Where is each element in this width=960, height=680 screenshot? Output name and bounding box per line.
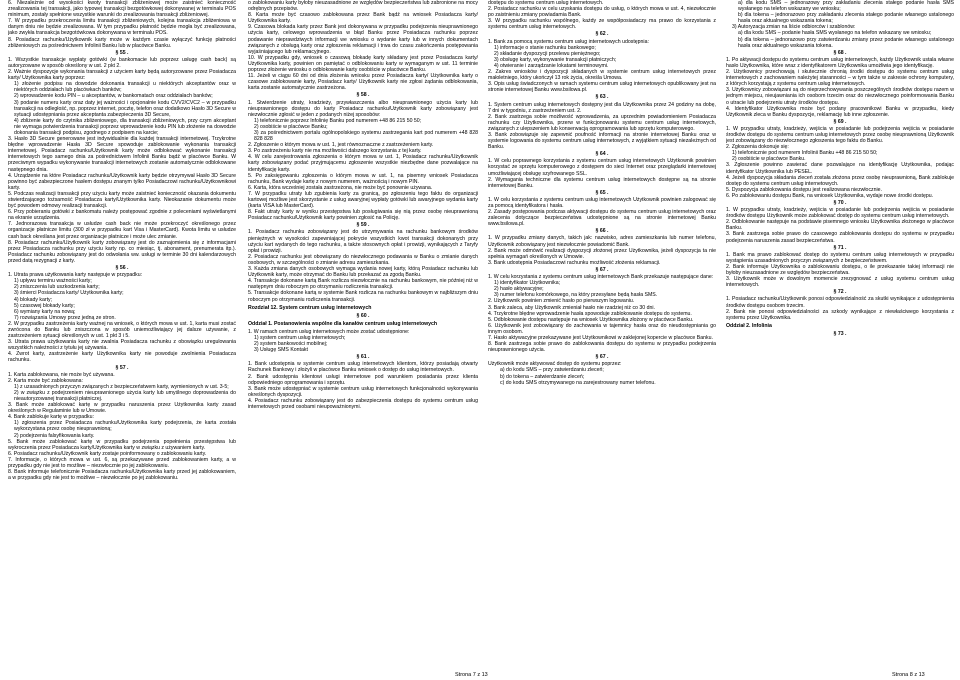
list-item: 4) zbliżenie karty do czytnika zbliżeniowego, dla transakcji zbliżeniowych, przy czym akceptant nie wymaga potwierdzenia transakcji poprzez wprowadzenie kodu PIN lub złożenie na dowodzie dokonania transakcji podpisu, zgodnego z podpisem na karcie; [14, 117, 236, 136]
paragraph-text: 2. Karta może być zablokowana: [8, 377, 83, 384]
paragraph-text: 2. Posiadacz rachunku jest obowiązany do niezwłocznego podawania w Banku o zmianie danych osobowych, w szczególności o zmianie adresu zamieszkania. [248, 253, 478, 266]
paragraph-text: 6. Niezależnie od wysokości kwoty transakcji zbliżeniowej może zaistnieć konieczność zrealizowania tej transakcji, jako typowej transakcji bezgotówkowej dokonywanej w terminalu POS minimum, zostały spełnione wszystkie warunki do zrealizowania transakcji zbliżeniowej. [8, 0, 236, 19]
sub-list-item: b) do tokena – zatwierdzanie zleceń; [500, 373, 585, 380]
paragraph-number: § 64 . [595, 151, 609, 158]
section-heading: Oddział 1. Postanowienia wspólne dla kanałów centrum usług internetowych [248, 320, 438, 327]
paragraph-text: 7. W przypadku utraty lub zgubienia karty za granicą, po zgłoszeniu tego faktu do organizacji kartowej możliwe jest skorzystanie z usług awaryjnej wypłaty gotówki lub awaryjnego wydania karty (karta VISA lub MasterCard). [248, 190, 478, 210]
paragraph-text: 1. W celu korzystania z systemu centrum usług internetowych Użytkownik powinien zalogować się za pomocą identyfikatora i hasła. [488, 196, 716, 209]
paragraph-number: § 67 . [595, 266, 609, 273]
section-heading: Oddział 2. Infolinia [726, 322, 772, 329]
paragraph-number: § 63 . [595, 94, 609, 101]
paragraph-number: § 55 . [115, 49, 129, 56]
paragraph-text: 6. Posiadacz rachunku/Użytkownik karty zostaje poinformowany o zablokowaniu karty. [8, 450, 207, 457]
paragraph-text: 6. Użytkownik jest zobowiązany do zachowania w tajemnicy hasła oraz do nieudostępniania go innym osobom. [488, 322, 716, 335]
paragraph-text: 3. Bank może udostępniać w systemie centrum usług internetowych funkcjonalności wykonywania określonych dyspozycji. [248, 385, 478, 398]
list-item: 3) Autoryzacja zmian na liście odbiorców i szablonów: [732, 24, 856, 31]
paragraph-text: 3. W przypadku rachunku wspólnego, każdy ze współposiadaczy ma prawo do korzystania z systemu centrum usług internetowych. [488, 18, 716, 31]
paragraph-text: 4. Zwrot karty, zastrzeżenie karty Użytkownika karty nie powoduje zwolnienia Posiadacza rachunku. [8, 351, 236, 364]
list-item: 2) osobiście w placówce Banku. [732, 156, 806, 163]
paragraph-text: 1. Karta zablokowana, nie może być używana. [8, 371, 115, 378]
sub-list-item: a) dla kodu SMS – jednorazowy przy zakładaniu zlecenia stałego podanie hasła SMS wysłanego na telefon wskazany we wniosku; [738, 0, 954, 13]
paragraph-text: 1. W celu poprawnego korzystania z systemu centrum usług internetowych Użytkownik powinien korzystać ze sprzętu komputerowego z dostępem do sieci Internet oraz przeglądarki internetowej umożliwiającej obsługę szyfrowanego SSL. [488, 158, 716, 177]
paragraph-text: 3. Hasło 3D Secure generowane jest indywidualnie dla każdej transakcji internetowej. Trzykrotne błędne wprowadzenie Hasła 3D Secure spowoduje zablokowanie wykonania transakcji internetowej. Posiadacz rachunku/Użytkownik karty może odblokować wykonanie transakcji internetowych tego samego dnia za pośrednictwem Infolinii Banku bądź w placówce Banku. W przeciwnym wypadku wykonywanie transakcji internetowych zostanie automatycznie odblokowane następnego dnia. [8, 136, 236, 173]
paragraph-text: 5. Podczas realizacji transakcji przy użyciu karty może zaistnieć konieczność okazania dokumentu stwierdzającego tożsamość Posiadacza karty/Użytkownika karty. Nieokazanie dokumentu może być powodem odmowy realizacji transakcji. [8, 190, 236, 210]
paragraph-text: 2. Zasady postępowania podczas aktywacji dostępu do systemu centrum usług internetowych oraz zalecenia dotyczące bezpieczeństwa udostępnione są na stronie internetowej Banku www.bsilowa.pl. [488, 209, 716, 228]
paragraph-number: § 57 . [115, 364, 129, 371]
paragraph-text: 1. Bank za pomocą systemu centrum usług internetowych udostępnia: [488, 38, 649, 45]
list-item: 6) wymiany karty na nową; [14, 308, 76, 315]
paragraph-text: 1. Posiadacz rachunku zobowiązany jest do utrzymywania na rachunku bankowym środków pieniężnych w wysokości zapewniającej pokrycie wszystkich kwot transakcji dokonanych przy użyciu kart wydanych do tego rachunku, a także stosownych opłat i prowizji, wynikających z Taryfy opłat i prowizji. [248, 229, 478, 254]
paragraph-text: 1. W przypadku utraty, kradzieży, wejścia w posiadanie lub podejrzenia wejścia w posiadanie środków dostępu do systemu centrum usług internetowych przez osobę nieuprawnioną Użytkownik jest zobowiązany do niezwłocznego zgłoszenia tego faktu do Banku. [726, 125, 954, 145]
sub-list-item: b) dla tokena – jednorazowo przy zakładaniu zlecenia stałego podanie własnego ustalonego hasła oraz aktualnego wskazania tokena; [738, 12, 954, 25]
column-3 [488, 0, 716, 666]
paragraph-text: 1. Posiadacz rachunku/Użytkownik ponosi odpowiedzialność za skutki wynikające z udostępnienia środków dostępu osobom trzecim. [726, 296, 954, 309]
paragraph-text: 7. Hasło aktywacyjne przekazywane jest Użytkownikowi w zaklejonej kopercie w placówce Banku. [488, 334, 713, 341]
paragraph-text: 4. Posiadacz rachunku zobowiązany jest do zabezpieczenia dostępu do systemu centrum usług internetowych przed osobami nieupoważnionymi. [248, 397, 478, 410]
paragraph-text: 1. Wszystkie transakcje wypłaty gotówki (w bankomacie lub poprzez usługę cash back) są autoryzowane w sposób określony w ust. 2 pkt 2. [8, 56, 236, 69]
paragraph-text: dostępu do systemu centrum usług internetowych. [488, 0, 604, 6]
list-item: 2) system bankowości mobilnej; [254, 341, 328, 348]
list-item: 2) składanie dyspozycji przelewu pieniężnego; [494, 50, 601, 57]
paragraph-number: § 73 . [833, 330, 847, 337]
paragraph-text: 3. Bank udostępnia Posiadaczowi rachunku możliwość złożenia reklamacji. [488, 259, 661, 266]
list-item: 3) numer telefonu komórkowego, na który przesyłane będą hasła SMS. [494, 292, 658, 299]
paragraph-text: 3. Każda zmiana danych osobowych wymaga wydania nowej karty, którą Posiadacz rachunku lub Użytkownik karty, może otrzymać do Banku lub przekazać za zgodą Banku. [248, 266, 478, 279]
list-item: 2) wprowadzenie kodu PIN – u akceptantów, w bankomatach oraz oddziałach banków; [14, 93, 213, 100]
page-number-right: Strona 8 z 13 [892, 672, 925, 678]
paragraph-text: 2. W przypadku zastrzeżenia karty ważnej na wniosek, o których mowa w ust. 1, karta musi zostać zwrócona do Banku lub zniszczona w sposób uniemożliwiający jej dalsze używanie, z zastrzeżeniem sytuacji określonych w ust. 1 pkt 3 i 5. [8, 320, 236, 340]
list-item: 3) Usługę SMS Kontakt [254, 347, 308, 354]
paragraph-number: § 66 . [595, 228, 609, 235]
paragraph-number: § 56 . [115, 265, 129, 272]
paragraph-text: 4. Bank zablokuje kartę w przypadku: [8, 414, 94, 421]
paragraph-text: 11. Jeżeli w ciągu 60 dni od dnia złożenia wniosku przez Posiadacza karty/ Użytkownika karty o czasowe zablokowanie karty, Posiadacz karty/ Użytkownik karty nie zgłosi żądania odblokowania, karta zostanie automatycznie zastrzeżona. [248, 73, 478, 92]
list-item: 2) zniszczenia lub uszkodzenia karty; [14, 284, 100, 291]
paragraph-text: 3. Bank zaleca, aby Użytkownik zmieniał hasło nie rzadziej niż co 30 dni. [488, 304, 655, 311]
paragraph-text: 3. Zgłoszenie powinno zawierać dane pozwalające na identyfikację Użytkownika, podając identyfikator Użytkownika lub PESEL. [726, 162, 954, 175]
paragraph-text: 8. Bank informuje telefonicznie Posiadacza rachunku/Użytkownika karty przed jej zablokowaniem, a w przypadku gdy nie jest to możliwe – niezwłocznie po jej zablokowaniu. [8, 469, 236, 482]
paragraph-text: 3. Bank może zablokować kartę w przypadku naruszenia przez Użytkownika karty zasad określonych w Regulaminie lub w Umowie. [8, 402, 236, 415]
paragraph-number: § 71 . [833, 244, 847, 251]
paragraph-number: § 68 . [833, 49, 847, 56]
paragraph-text: 4. Trzykrotne błędne wprowadzenie hasła spowoduje zablokowanie dostępu do systemu. [488, 310, 692, 317]
column-1 [8, 0, 236, 666]
paragraph-text: 8. Bank zastrzega sobie prawo do zablokowania dostępu do systemu w przypadku podejrzenia nieuprawnionego użycia. [488, 341, 716, 354]
paragraph-text: 4. Jeżeli dyspozycja składania zleceń została złożona przez osobę nieuprawnioną, Bank zablokuje dostęp do systemu centrum usług internetowych. [726, 174, 954, 187]
list-item: 3) za pośrednictwem portalu ogólnopolskiego systemu zastrzegania kart pod numerem +48 828 828 828 [254, 129, 478, 143]
paragraph-text: 5. Po zaksięgowaniu zgłoszenia o którym mowa w ust. 1, na pisemny wniosek Posiadacza rachunku, Bank wydaje kartę z nowym numerem, ważnością i nowym PIN. [248, 172, 478, 185]
paragraph-number: § 72 . [833, 289, 847, 296]
paragraph-number: § 70 . [833, 200, 847, 206]
paragraph-text: 2. Bank nie ponosi odpowiedzialności za szkody wynikające z niewłaściwego korzystania z systemu przez Użytkownika. [726, 308, 954, 321]
list-item: 1) z uzasadnionych przyczyn związanych z bezpieczeństwem karty, wymienionych w ust. 3-5; [14, 383, 229, 390]
column-2 [248, 0, 478, 666]
paragraph-text: 5. Dyspozycja zablokowania dostępu jest realizowana niezwłocznie. [726, 186, 882, 193]
list-item: 1) identyfikator Użytkownika; [494, 280, 561, 287]
list-item: 1) telefonicznie poprzez Infolinię Banku pod numerem +48 86 215 50 50; [254, 117, 422, 124]
list-item: 3) śmierci Posiadacza karty/ Użytkownika karty; [14, 290, 124, 297]
list-item: 3) podanie numeru karty oraz daty jej ważności i opcjonalnie kodu CVV2/CVC2 – w przypadku transakcji na odległość, np. poprzez internet, pocztę, telefon oraz dodatkowo Hasło 3D Secure w sytuacji udostępniania przez akceptanta zabezpieczenia 3D Secure, [14, 99, 236, 118]
paragraph-text: 5. Transakcje dokonane kartą w systemie Bank rozlicza na rachunku bankowym w najbliższym dniu roboczym po otrzymaniu rozliczenia transakcji. [248, 290, 478, 303]
list-item: 4) blokady karty; [14, 296, 53, 303]
list-item: 7) rozwiązania Umowy przez jedną ze stron. [14, 314, 116, 321]
paragraph-text: 5. Odblokowanie dostępu następuje na wniosek Użytkownika złożony w placówce Banku. [488, 316, 694, 323]
paragraph-text: 3. Po zastrzeżeniu karty nie ma możliwości dalszego korzystania z tej karty. [248, 148, 422, 155]
list-item: 4) otwieranie i zarządzanie lokatami terminowymi. [494, 62, 609, 69]
paragraph-text: 2. Ważnie dyspozycje wykonania transakcji z użyciem karty będą autoryzowane przez Posiadacza karty/ Użytkownika karty poprzez: [8, 69, 236, 82]
paragraph-text: 1. W ramach centrum usług internetowych może zostać udostępnione: [248, 328, 410, 335]
list-item: 2) w związku z podejrzeniem nieuprawnionego użycia karty lub umyślnego doprowadzenia do nieautoryzowanej transakcji płatniczej. [14, 389, 236, 402]
list-item: 1) informacje o stanie rachunku bankowego; [494, 44, 596, 51]
list-item: 1) system centrum usług internetowych; [254, 334, 346, 341]
paragraph-text: 7. Jednorazowa transakcja w usłudze cash back nie może przekroczyć określonego przez organizacje płatnicze limitu (300 zł w przypadku kart Visa i MasterCard). Kwota limitu w usłudze cash back określana jest przez organizacje płatnicze i może ulec zmianie. [8, 221, 236, 240]
paragraph-text: 3. Opis usług świadczonych w ramach systemu centrum usług internetowych opublikowany jest na stronie internetowej Banku www.bsilowa.pl. [488, 81, 716, 94]
paragraph-number: § 65 . [595, 189, 609, 196]
paragraph-text: 2. Zgłoszenie o którym mowa w ust. 1, jest równoznaczne z zastrzeżeniem karty. [248, 142, 434, 149]
column-4 [726, 0, 954, 666]
paragraph-number: § 61 . [356, 354, 370, 361]
paragraph-text: 2. Zakres wniosków i dyspozycji składanych w systemie centrum usług internetowych przez małoletniego, który ukończył 13 rok życia, określa Umowa. [488, 69, 716, 82]
paragraph-text: 2. Bank może odmówić realizacji dyspozycji złożonej przez Użytkownika, jeżeli dyspozycja ta nie spełnia wymagań określonych w Umowie. [488, 247, 716, 260]
paragraph-number: § 67 . [595, 354, 609, 361]
list-item: 2) hasło aktywacyjne; [494, 286, 544, 293]
paragraph-text: 3. Bank zastrzega sobie prawo do czasowego zablokowania dostępu do systemu w przypadku podejrzenia naruszenia zasad bezpieczeństwa. [726, 231, 954, 244]
paragraph-text: 1. Po aktywacji dostępu do systemu centrum usług internetowych, każdy Użytkownik ustala własne hasło Użytkownika, które wraz z identyfikatorem Użytkownika umożliwia jego identyfikację. [726, 56, 954, 69]
paragraph-text: 6. Karta, która wcześniej została zastrzeżona, nie może być ponownie używana. [248, 184, 433, 191]
paragraph-text: 1. Bank udostępnia w systemie centrum usług internetowych klientom, którzy posiadają otwarty Rachunek Bankowy i złożyli w placówce Banku wniosek o dostęp do usług internetowych. [248, 361, 478, 374]
list-item: 1) zgłoszenia przez Posiadacza rachunku/Użytkownika karty podejrzenia, że karta została wykorzystana przez osobę nieuprawnioną; [14, 420, 236, 433]
paragraph-text: 2. Odblokowanie następuje na podstawie pisemnego wniosku Użytkownika złożonego w placówce Banku. [726, 219, 954, 232]
paragraph-text: 4. Urządzenie na które Posiadacz rachunku/Użytkownik karty będzie otrzymywał Hasło 3D Secure powinno być zabezpieczone hasłem dostępu znanym tylko Posiadaczowi rachunku/Użytkownikowi karty. [8, 172, 236, 191]
paragraph-text: 8. Posiadacz rachunku/Użytkownik karty może w każdym czasie wyłączyć funkcję płatności zbliżeniowych za pośrednictwem Infolinii Banku lub w placówce Banku. [8, 36, 236, 49]
paragraph-text: 4. Identyfikator Użytkownika może być podany pracownikowi Banku w przypadku, kiedy Użytkownik zleca w Banku dyspozycje, reklamację lub inne zgłoszenie. [726, 105, 954, 118]
section-heading: Rozdział 12. System centrum usług internetowych [248, 304, 372, 311]
paragraph-text: 2. Użytkownik powinien zmienić hasło po pierwszym logowaniu. [488, 298, 635, 305]
paragraph-text: 1. W przypadku utraty, kradzieży, wejścia w posiadanie lub podejrzenia wejścia w posiadanie środków dostępu Użytkownik może zablokować dostęp do systemu centrum usług internetowych. [726, 207, 954, 220]
paragraph-text: 3. Użytkownicy zobowiązani są do nieprzechowywania poszczególnych środków dostępu razem w jednym miejscu, nieujawniania ich osobom trzecim oraz do niezwłocznego poinformowania Banku o utracie lub podejrzeniu utraty środków dostępu. [726, 87, 954, 106]
paragraph-text: 5. Bank może zablokować kartę w przypadku podejrzenia popełnienia przestępstwa lub wykroczenia przez Posiadacza karty/Użytkownika karty w związku z używaniem karty. [8, 438, 236, 451]
sub-list-item: a) dla kodu SMS – podanie hasła SMS wysłanego na telefon wskazany we wniosku; [738, 30, 932, 37]
paragraph-text: 8. Karta może być czasowo zablokowana przez Bank bądź na wniosek Posiadacza karty/ Użytkownika karty. [248, 12, 478, 25]
paragraph-text: 7. Informacje, o których mowa w ust. 6, są przekazywane przed zablokowaniem karty, a w przypadku gdy nie jest to możliwe – niezwłocznie po jej zablokowaniu. [8, 456, 236, 470]
paragraph-text: 1. Stwierdzenie utraty, kradzieży, przywłaszczenia albo nieuprawnionego użycia karty lub nieuprawnionego dostępu do karty Posiadacz rachunku/Użytkownik karty zobowiązany jest niezwłocznie zgłosić w jeden z podanych niżej sposobów: [248, 99, 478, 118]
list-item: 1) telefonicznie pod numerem Infolinii Banku +48 86 215 50 50; [732, 150, 878, 157]
paragraph-text: 3. Bank zobowiązuje się zapewnić poufność informacji na stronie internetowej Banku oraz w systemie logowania do systemu centrum usług internetowych, z wyjątkiem sytuacji niezależnych od Banku. [488, 131, 716, 151]
paragraph-text: 10. W przypadku gdy, wniosek o czasową blokadę karty składany jest przez Posiadacza karty/ Użytkownika karty, powinien on pamiętać o odblokowaniu karty w wymaganym w ust. 11 terminie poprzez złożenie wniosku o odblokowanie karty osobiście w placówce Banku. [248, 54, 478, 74]
paragraph-text: 2. Użytkownicy przechowują i skutecznie chronią środki dostępu do systemu centrum usług internetowych z zachowaniem należytej staranności – w tym także w zakresie ochrony komputery, z których korzystają z systemu centrum usług internetowych. [726, 69, 954, 88]
paragraph-text: 8. Posiadacz rachunku/Użytkownik karty zobowiązany jest do zaznajomienia się z informacjami przez Posiadacza rachunku przy użyciu karty np. co miesiąc, tj. abonament, prenumerata itp.). Posiadacz rachunku zobowiązany jest do odwołania ww. usługi w terminie 30 dni kalendarzowych przed datą rezygnacji z karty. [8, 239, 236, 264]
paragraph-text: 8. Fakt utraty karty w wyniku przestępstwa lub posługiwania się nią przez osobę nieuprawnioną Posiadacz rachunku/Użytkownik karty powinien zgłosić na Policję. [248, 209, 478, 222]
paragraph-text: 4. Transakcje dokonane kartą Bank rozlicza niezwłocznie na rachunku bankowym, nie później niż w następnym dniu roboczym po otrzymaniu rozliczenia transakcji. [248, 278, 478, 291]
paragraph-number: § 59 . [356, 222, 370, 229]
sub-list-item: b) dla tokena – jednorazowo przy zatwierdzaniu zmiany przez podanie własnego ustalonego hasła oraz aktualnego wskazania tokena. [738, 36, 954, 49]
paragraph-text: 3. Użytkownik może w dowolnym momencie zrezygnować z usług systemu centrum usług internetowych. [726, 276, 954, 289]
paragraph-text: 7. W przypadku przekroczenia limitu transakcji zbliżeniowych, kolejna transakcja zbliżeniowa w danym dniu nie będzie zrealizowana. W tym przypadku płatność będzie mogła być zrealizowana, jako zwykła transakcja bezgotówkowa dokonywana w terminalu POS. [8, 18, 236, 37]
paragraph-text: 4. W celu zarejestrowania zgłoszenia o którym mowa w ust. 1, Posiadacz rachunku/Użytkownik karty zobowiązany podać przyjmującemu zgłoszenie wszystkie niezbędne dane pozwalające na identyfikację karty. [248, 154, 478, 173]
list-item: 3) obsługę karty, wykonywanie transakcji płatniczych; [494, 56, 617, 63]
sub-list-item: c) do kodu SMS otrzymywanego na zarejestrowany numer telefonu. [500, 379, 656, 386]
paragraph-text: 3. Utrata prawa użytkowania karty nie zwalnia Posiadacza rachunku z obowiązku uregulowania wszystkich należności z tytułu jej używania. [8, 339, 236, 352]
paragraph-text: 9. Czasowa blokada karty przez Bank jest dokonywana w przypadku podejrzenia nieuprawnionego użycia karty, celowego wprowadzenia w błąd Banku przez Posiadacza rachunku poprzez podawanie nieprawdziwych informacji we wniosku o wydanie karty lub w innych dokumentach związanych z obsługą karty oraz zgłoszenia reklamacji i trwa do czasu zakończenia postępowania wyjaśniającego lub reklamacyjnego. [248, 24, 478, 55]
list-item: 1) złożenie podpisu na dowodzie dokonania transakcji u niektórych akceptantów oraz w niektórych oddziałach lub placówkach banków; [14, 81, 236, 94]
list-item: 2) podejrzenia falsyfikowania karty. [14, 432, 95, 439]
paragraph-text: 6. Przy pobieraniu gotówki z bankomatu należy postępować zgodnie z poleceniami wyświetlanymi na ekranie urządzenia. [8, 209, 236, 222]
paragraph-number: § 58 . [356, 92, 370, 99]
paragraph-text: 2. Bank udostępnia klientowi usługi internetowe pod warunkiem posiadania przez klienta odpowiedniego oprogramowania i sprzętu. [248, 373, 478, 386]
list-item: 2) osobiście w placówce Banku; [254, 123, 328, 130]
paragraph-text: 1. W celu korzystania z systemu centrum usług internetowych Bank przekazuje następujące dane: [488, 274, 714, 281]
paragraph-text: Użytkownik może aktywować dostęp do systemu poprzez: [488, 361, 622, 368]
paragraph-number: § 62 . [595, 31, 609, 38]
list-item: 5) czasowej blokady karty; [14, 302, 75, 309]
paragraph-text: 6. Po zablokowaniu dostępu Bank, na wniosek Użytkownika, wydaje nowe środki dostępu. [726, 192, 934, 199]
paragraph-text: 2. Wymagania techniczne dla systemu centrum usług internetowych dostępne są na stronie internetowej Banku. [488, 176, 716, 189]
paragraph-number: § 60 . [356, 312, 370, 319]
paragraph-text: 1. System centrum usług internetowych dostępny jest dla Użytkownika przez 24 godziny na dobę, 7 dni w tygodniu, z zastrzeżeniem ust. 2. [488, 101, 716, 114]
paragraph-text: 2. Zgłoszenia dokonuje się: [726, 144, 789, 151]
paragraph-text: 2. Bank informuje Użytkownika o zablokowaniu dostępu, o ile przekazanie takiej informacji nie byłoby nieuzasadnione ze względów bezpieczeństwa. [726, 263, 954, 277]
paragraph-text: 1. Bank ma prawo zablokować dostęp do systemu centrum usług internetowych w przypadku wystąpienia uzasadnionych przyczyn związanych z bezpieczeństwem. [726, 251, 954, 264]
list-item: 1) upływu terminu ważności karty; [14, 278, 92, 285]
page-number-left: Strona 7 z 13 [455, 672, 488, 678]
paragraph-text: 1. W przypadku zmiany danych, takich jak: nazwisko, adres zamieszkania lub numer telefonu, Użytkownik zobowiązany jest niezwłocznie powiadomić Bank. [488, 235, 716, 248]
sub-list-item: a) do kodu SMS – przy zatwierdzaniu zleceń; [500, 367, 604, 374]
paragraph-number: § 69 . [833, 118, 847, 125]
paragraph-text: o zablokowaniu karty byłoby nieuzasadnione ze względów bezpieczeństwa lub zabronione na mocy odrębnych przepisów. [248, 0, 478, 13]
paragraph-text: 2. Bank zastrzega sobie możliwość wprowadzenia, za uprzednim powiadomieniem Posiadacza rachunku czy Użytkownika, przerw w funkcjonowaniu systemu centrum usług internetowych, związanych z ulepszeniem lub konserwacją oprogramowania lub sprzętu komputerowego. [488, 113, 716, 132]
paragraph-text: 2. Posiadacz rachunku w celu uzyskania dostępu do usług, o których mowa w ust. 4, niezwłocznie po zaistnieniu zmiany powiadamia Bank. [488, 6, 716, 19]
paragraph-text: 1. Utrata prawa użytkowania karty następuje w przypadku: [8, 272, 143, 279]
